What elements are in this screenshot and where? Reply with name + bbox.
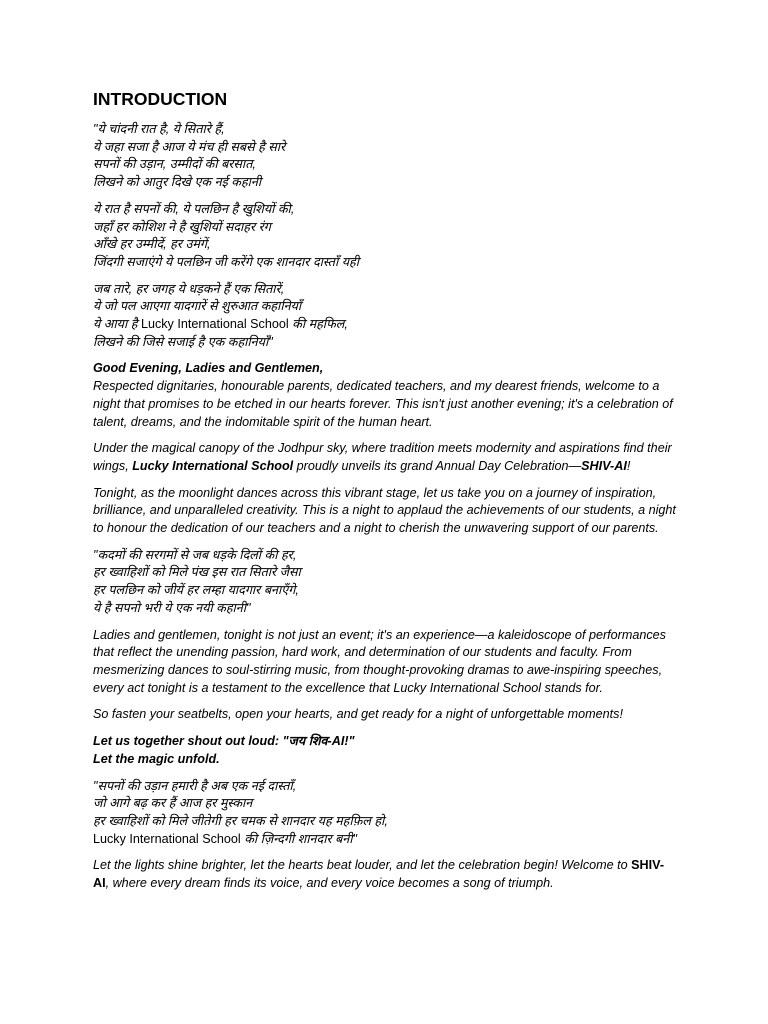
paragraph-text: , where every dream finds its voice, and every voice becomes a song of triumph. <box>105 876 554 891</box>
tonight-paragraph: Tonight, as the moonlight dances across this vibrant stage, let us take you on a journey of inspiration, brilliance, and unparalleled creativity. This is a night to applaud the achievements of our students, a night to honour the dedication of our teachers and a night to cherish the unwavering support of our parents. <box>93 485 676 536</box>
experience-paragraph: Ladies and gentlemen, tonight is not just an event; it's an experience—a kaleidoscope of performances that reflect the unending passion, hard work, and determination of our students and faculty. From mesmerizing dances to soul-stirring music, from thought-provoking dramas to awe-inspiring speeches, every act tonight is a testament to the excellence that Lucky International School stands for. <box>93 627 666 695</box>
shout-line: Let the magic unfold. <box>93 751 220 766</box>
hindi-verse-closing <box>93 778 678 849</box>
verse-line: हर ख्वाहिशों को मिले जीतेगी हर चमक से शानदार यह महफ़िल हो, <box>93 813 388 828</box>
verse-text: की ज़िन्दगी शानदार बनी" <box>244 831 358 846</box>
paragraph-text: Respected dignitaries, honourable parents, dedicated teachers, and my dearest friends, welcome to a night that promises to be etched in our hearts forever. This isn't just another evening; it's a celebration of talent, dreams, and the indomitable spirit of the human heart. <box>93 379 673 429</box>
verse-line: जिंदगी सजाएंगे ये पलछिन जी करेंगे एक शानदार दास्ताँ यही <box>93 254 359 269</box>
verse-line: लिखने की जिसे सजाई है एक कहानियाँ" <box>93 334 273 349</box>
verse-line: हर ख्वाहिशों को मिले पंख इस रात सितारे जैसा <box>93 565 301 580</box>
welcome-paragraph <box>93 360 678 431</box>
school-name: Lucky International School <box>93 831 241 846</box>
event-name: SHIV-AI <box>93 858 665 891</box>
shout-line: Let us together shout out loud: "जय शिव-AI!" <box>93 734 355 749</box>
verse-line: जो आगे बढ़ कर हैं आज हर मुस्कान <box>93 796 253 811</box>
jodhpur-paragraph <box>93 440 678 475</box>
hindi-verse-middle <box>93 547 678 618</box>
paragraph-text: proudly unveils its grand Annual Day Celebration— <box>296 458 582 473</box>
paragraph-text: ! <box>626 458 631 473</box>
verse-line: आँखे हर उम्मीदें, हर उमंगें, <box>93 237 211 252</box>
verse-line <box>93 831 678 849</box>
verse-line: ये रात है सपनों की, ये पलछिन है खुशियों की, <box>93 201 295 216</box>
paragraph-text: Under the magical canopy of the Jodhpur sky, where tradition meets modernity and aspirations find their wings, <box>93 441 672 473</box>
verse-line: जब तारे, हर जगह ये धड़कने हैं एक सितारें, <box>93 281 285 296</box>
verse-line: "कदमों की सरगमों से जब धड़के दिलों की हर, <box>93 547 297 562</box>
verse-line: "सपनों की उड़ान हमारी है अब एक नई दास्ताँ, <box>93 778 297 793</box>
verse-line: लिखने को आतुर दिखे एक नई कहानी <box>93 175 262 190</box>
hindi-verse-stanza-3 <box>93 281 678 352</box>
verse-text: ये आया है <box>93 317 138 332</box>
paragraph-text: Let the lights shine brighter, let the hearts beat louder, and let the celebration begin! Welcome to <box>93 858 628 873</box>
school-name: Lucky International School <box>132 458 294 473</box>
verse-line: जहाँ हर कोशिश ने है खुशियों सदाहर रंग <box>93 219 271 234</box>
verse-line: "ये चांदनी रात है, ये सितारे हैं, <box>93 122 225 136</box>
page-title: INTRODUCTION <box>93 89 228 109</box>
greeting: Good Evening, Ladies and Gentlemen, <box>93 361 324 376</box>
event-name: SHIV-AI <box>581 458 627 473</box>
closing-paragraph <box>93 857 678 892</box>
verse-line: सपनों की उड़ान, उम्मीदों की बरसात, <box>93 157 256 172</box>
hindi-verse-stanza-2 <box>93 201 678 272</box>
document-body <box>93 88 678 902</box>
hindi-verse-opening <box>93 121 678 192</box>
verse-line <box>93 316 678 334</box>
verse-line: ये जो पल आएगा यादगारें से शुरुआत कहानियाँ <box>93 299 302 314</box>
seatbelts-paragraph: So fasten your seatbelts, open your hearts, and get ready for a night of unforgettable moments! <box>93 707 623 722</box>
school-name: Lucky International School <box>140 317 289 332</box>
verse-text: की महफिल, <box>292 317 348 332</box>
verse-line: ये है सपनो भरी ये एक नयी कहानी" <box>93 600 251 615</box>
shout-out-block <box>93 733 678 768</box>
verse-line: ये जहा सजा है आज ये मंच ही सबसे है सारे <box>93 139 286 154</box>
verse-line: हर पलछिन को जीयें हर लम्हा यादगार बनाएँगे, <box>93 583 299 598</box>
